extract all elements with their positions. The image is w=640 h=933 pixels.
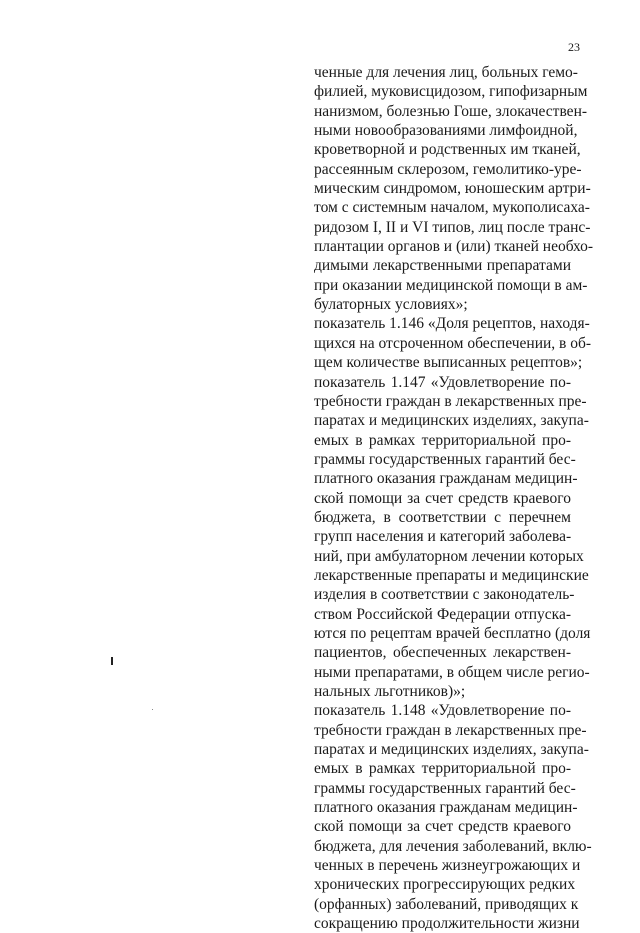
body-text-column — [314, 63, 594, 933]
scan-artifact-mark — [111, 657, 113, 665]
text-line: ний, при амбулаторном лечении которых — [314, 547, 584, 565]
text-line: плантации органов и (или) тканей необхо- — [314, 238, 594, 256]
text-line: платного оказания гражданам медицин- — [314, 470, 578, 488]
text-line: показатель 1.148 «Удовлетворение по- — [314, 702, 571, 720]
text-line: кроветворной и родственных им тканей, — [314, 141, 581, 159]
text-line: платного оказания гражданам медицин- — [314, 799, 578, 817]
text-line: паратах и медицинских изделиях, закупа- — [314, 412, 589, 430]
text-line: щем количестве выписанных рецептов»; — [314, 354, 583, 372]
text-line: рассеянным склерозом, гемолитико-уре- — [314, 160, 582, 178]
text-line: мическим синдромом, юношеским артри- — [314, 180, 591, 198]
text-line: том с системным началом, мукополисаха- — [314, 199, 590, 217]
text-line: ными новообразованиями лимфоидной, — [314, 122, 578, 140]
page-number: 23 — [568, 40, 580, 54]
text-line: требности граждан в лекарственных пре- — [314, 392, 587, 410]
text-line: пациентов, обеспеченных лекарствен- — [314, 644, 571, 662]
text-line: димыми лекарственными препаратами — [314, 257, 571, 275]
text-line: филией, муковисцидозом, гипофизарным — [314, 83, 588, 101]
text-line: ством Российской Федерации отпуска- — [314, 605, 571, 623]
text-line: ными препаратами, в общем числе регио- — [314, 663, 590, 681]
text-line: ченных в перечень жизнеугрожающих и — [314, 857, 581, 875]
text-line: нальных льготников)»; — [314, 683, 466, 700]
text-line: лекарственные препараты и медицинские — [314, 566, 589, 584]
text-line: ченные для лечения лиц, больных гемо- — [314, 64, 578, 81]
text-line: сокращению продолжительности жизни — [314, 915, 580, 933]
text-line: граммы государственных гарантий бес- — [314, 779, 576, 797]
text-line: (орфанных) заболеваний, приводящих к — [314, 895, 579, 913]
text-line: емых в рамках территориальной про- — [314, 431, 571, 449]
text-line: групп населения и категорий заболева- — [314, 528, 572, 546]
text-line: емых в рамках территориальной про- — [314, 760, 571, 778]
text-line: ются по рецептам врачей бесплатно (доля — [314, 624, 591, 642]
text-line: изделия в соответствии с законодатель- — [314, 586, 575, 604]
text-line: бюджета, в соответствии с перечнем — [314, 508, 571, 526]
text-line: ридозом I, II и VI типов, лиц после транс- — [314, 218, 591, 236]
text-line: хронических прогрессирующих редких — [314, 876, 576, 894]
text-line: бюджета, для лечения заболеваний, вклю- — [314, 837, 592, 855]
text-line: показатель 1.147 «Удовлетворение по- — [314, 373, 571, 391]
text-line: граммы государственных гарантий бес- — [314, 450, 576, 468]
text-line: нанизмом, болезнью Гоше, злокачествен- — [314, 102, 588, 120]
text-line: паратах и медицинских изделиях, закупа- — [314, 741, 589, 759]
text-line: щихся на отсроченном обеспечении, в об- — [314, 334, 592, 352]
text-line: ской помощи за счет средств краевого — [314, 489, 571, 507]
text-line: ской помощи за счет средств краевого — [314, 818, 571, 836]
text-line: показатель 1.146 «Доля рецептов, находя- — [314, 315, 590, 333]
text-line: булаторных условиях»; — [314, 296, 468, 314]
text-line: при оказании медицинской помощи в ам- — [314, 276, 588, 294]
text-line: требности граждан в лекарственных пре- — [314, 721, 587, 739]
scan-artifact-dot — [152, 709, 153, 710]
